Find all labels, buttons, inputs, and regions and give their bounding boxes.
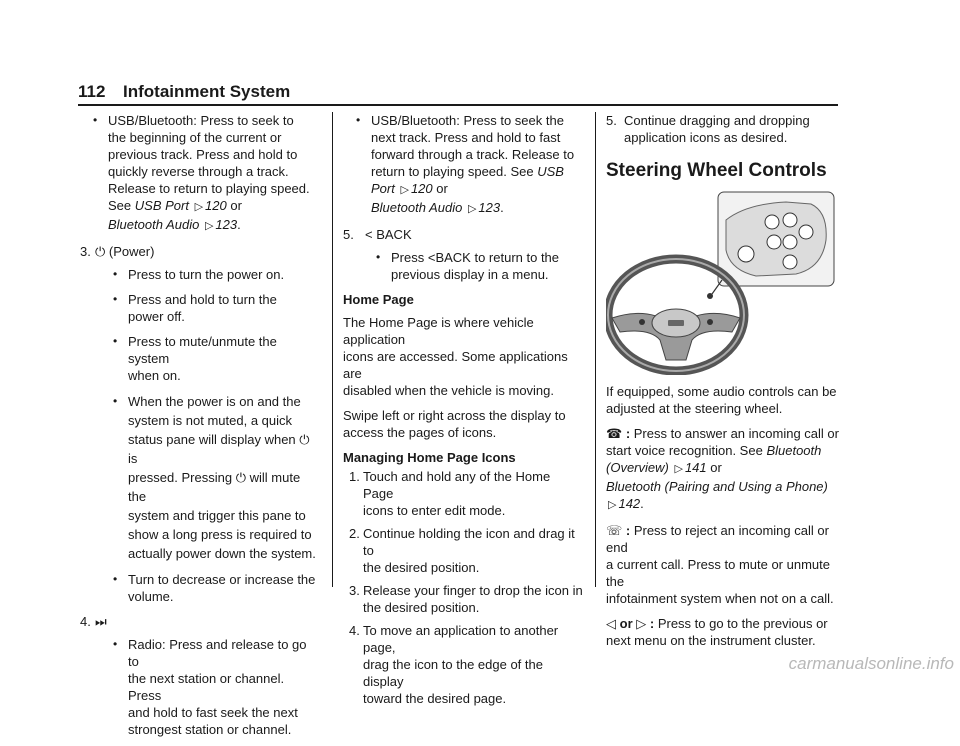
- page-ref-icon: ▷: [400, 184, 409, 196]
- left-arrow-icon: ◁: [606, 616, 616, 631]
- paragraph: Swipe left or right across the display to access the pages of icons.: [343, 408, 566, 440]
- list-item-4: 4. ⏭: [80, 614, 107, 629]
- paragraph: If equipped, some audio controls can be adjusted at the steering wheel.: [606, 384, 837, 416]
- managing-icons-heading: Managing Home Page Icons: [343, 450, 516, 465]
- xref-link[interactable]: USB: [537, 164, 564, 179]
- column-3: [606, 112, 846, 657]
- step-2: 2. Continue holding the icon and drag it to the desired position.: [349, 526, 575, 575]
- xref-link[interactable]: Bluetooth (Pairing and Using a Phone): [606, 479, 828, 494]
- end-call-button-icon: [738, 246, 754, 262]
- paragraph: ☎ : Press to answer an incoming call or start voice recognition. See Bluetooth (Overview) ▷ 141 or Bluetooth (Pairing and Using a Phone) ▷ 142.: [606, 426, 839, 511]
- ok-button-icon: [783, 235, 797, 249]
- back-icon: <: [365, 227, 373, 242]
- column-1: [80, 112, 320, 746]
- list-item: • Press and hold to turn the power off.: [100, 291, 320, 325]
- page-ref-icon: ▷: [194, 201, 204, 213]
- step-5: 5. Continue dragging and dropping application icons as desired.: [606, 113, 810, 145]
- xref-link[interactable]: Bluetooth Audio: [108, 217, 200, 232]
- page-number: 112: [78, 82, 106, 101]
- page-ref-icon: ▷: [467, 203, 477, 215]
- push-to-talk-icon: ☎: [606, 426, 623, 441]
- step-1: 1. Touch and hold any of the Home Page icons to enter edit mode.: [349, 469, 551, 518]
- phone-button-icon: [765, 215, 779, 229]
- power-icon: ⏻: [299, 432, 310, 447]
- step-3: 3. Release your finger to drop the icon in the desired position.: [349, 583, 583, 615]
- seek-forward-icon: ⏭: [95, 614, 107, 629]
- list-item: • Turn to decrease or increase the volume.: [100, 571, 320, 605]
- steering-wheel-illustration: [606, 190, 838, 375]
- list-item: • USB/Bluetooth: Press to seek to the beginning of the current or previous track. Press and hold to quickly reverse through a track. Release to return to playing speed. See USB Port ▷ 120 or Bluetooth Audio ▷ 123.: [80, 112, 320, 235]
- xref-link[interactable]: USB Port: [134, 198, 189, 213]
- xref-link[interactable]: Bluetooth Audio: [371, 200, 463, 215]
- header-rule: [78, 104, 838, 106]
- end-call-icon: ☏: [606, 523, 623, 538]
- column-divider-1: [332, 112, 333, 587]
- power-icon: ⏻: [235, 470, 246, 485]
- list-item: • When the power is on and the system is not muted, a quick status pane will display when ⏻ is pressed. Pressing ⏻ will mute the system and trigger this pane to show a long press is required to actually power down the system.: [100, 392, 320, 563]
- list-item: • Press to mute/unmute the system when on.: [100, 333, 320, 384]
- page-ref-icon: ▷: [204, 220, 214, 232]
- home-page-heading: Home Page: [343, 292, 414, 307]
- paragraph: ◁ or ▷ : Press to go to the previous or next menu on the instrument cluster.: [606, 616, 828, 648]
- step-4: 4. To move an application to another page, drag the icon to the edge of the display toward the desired page.: [349, 623, 559, 706]
- watermark: carmanualsonline.info: [788, 654, 954, 673]
- page-ref-icon: ▷: [674, 463, 683, 475]
- column-2: [343, 112, 583, 713]
- list-item: • USB/Bluetooth: Press to seek the next track. Press and hold to fast forward through a track. Release to return to playing speed. See USB Port ▷ 120 or Bluetooth Audio ▷ 123.: [343, 112, 583, 218]
- left-button-icon: [767, 235, 781, 249]
- list-item: • Radio: Press and release to go to the next station or channel. Press and hold to fast seek the next strongest station or channel.: [100, 636, 320, 738]
- power-icon: ⏻: [95, 244, 106, 259]
- page-ref-icon: ▷: [608, 499, 617, 511]
- paragraph: ☏ : Press to reject an incoming call or end a current call. Press to mute or unmute the infotainment system when not on a call.: [606, 523, 834, 606]
- steering-wheel-controls-heading: Steering Wheel Controls: [606, 160, 827, 181]
- paragraph: The Home Page is where vehicle application icons are accessed. Some applications are disabled when the vehicle is moving.: [343, 315, 568, 398]
- list-item-5: 5. < BACK: [343, 227, 412, 242]
- list-item-3: 3. ⏻ (Power): [80, 244, 155, 259]
- xref-link[interactable]: Bluetooth: [766, 443, 822, 458]
- down-button-icon: [783, 255, 797, 269]
- page-header: [78, 82, 838, 106]
- back-icon: <: [427, 250, 436, 265]
- right-arrow-icon: ▷: [636, 616, 647, 631]
- list-item: • Press to turn the power on.: [100, 266, 320, 283]
- column-divider-2: [595, 112, 596, 587]
- list-item: • Press <BACK to return to the previous display in a menu.: [363, 249, 583, 283]
- section-title: Infotainment System: [123, 82, 291, 101]
- steering-wheel-figure: [606, 190, 838, 375]
- up-button-icon: [783, 213, 797, 227]
- right-button-icon: [799, 225, 813, 239]
